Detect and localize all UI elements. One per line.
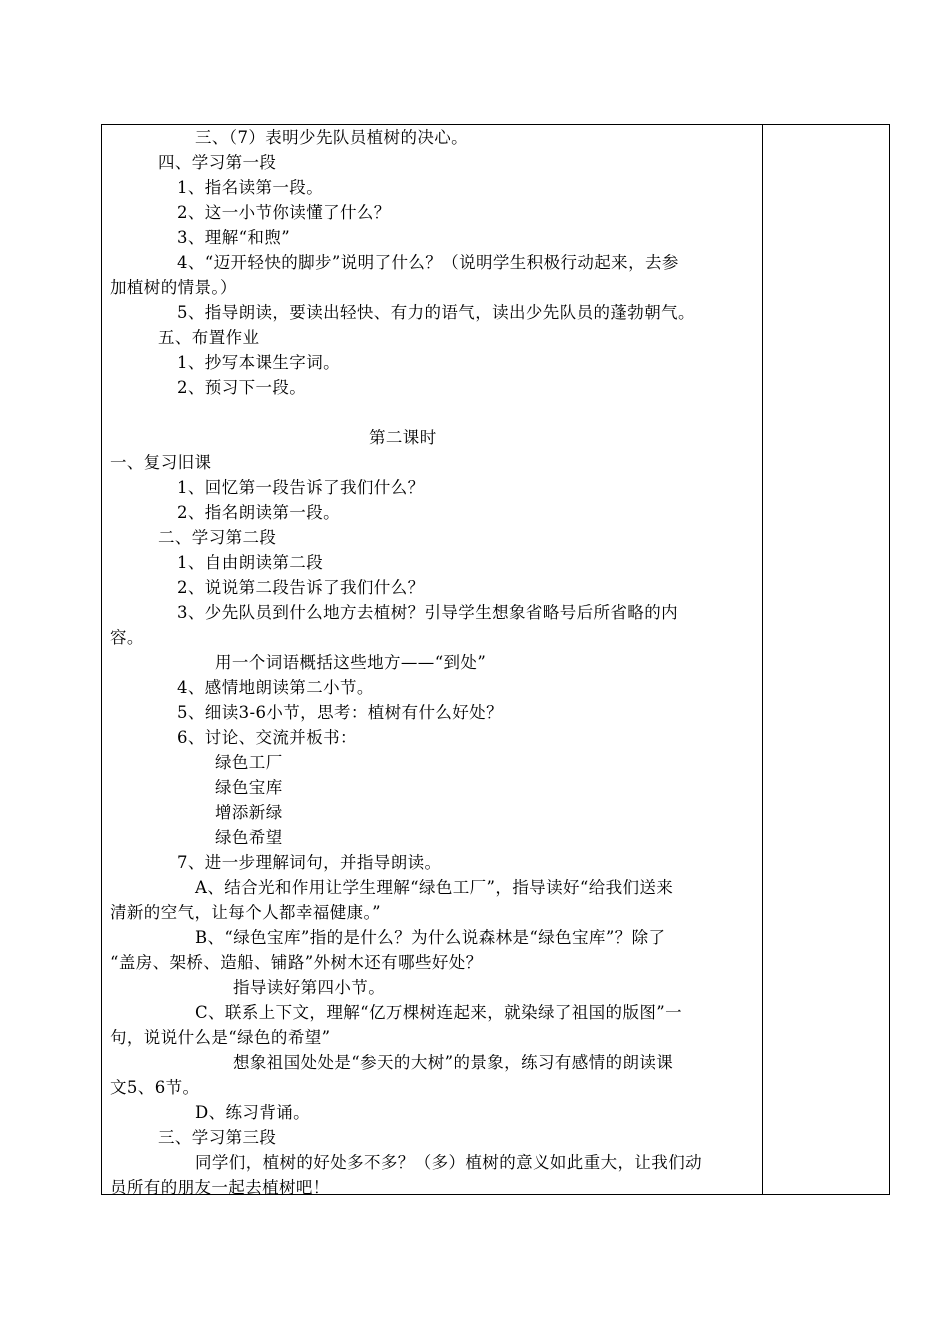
text-line: 三、（7）表明少先队员植树的决心。 xyxy=(195,128,469,147)
text-line: 清新的空气，让每个人都幸福健康。” xyxy=(110,903,381,922)
text-line: D、练习背诵。 xyxy=(195,1103,311,1122)
text-line: 三、学习第三段 xyxy=(158,1128,277,1147)
text-line: 4、“迈开轻快的脚步”说明了什么？（说明学生积极行动起来，去参 xyxy=(177,253,679,272)
text-line: 1、指名读第一段。 xyxy=(177,178,324,197)
board-item: 绿色希望 xyxy=(215,828,283,847)
text-line: 句，说说什么是“绿色的希望” xyxy=(110,1028,331,1047)
text-line: 文5、6节。 xyxy=(110,1078,200,1097)
text-line: 2、说说第二段告诉了我们什么？ xyxy=(177,578,425,597)
text-line: 1、回忆第一段告诉了我们什么？ xyxy=(177,478,425,497)
text-line: 5、细读3-6小节，思考：植树有什么好处？ xyxy=(177,703,503,722)
text-line: 五、布置作业 xyxy=(158,328,260,347)
text-line: 想象祖国处处是“参天的大树”的景象，练习有感情的朗读课 xyxy=(233,1053,674,1072)
section-title: 第二课时 xyxy=(369,428,437,447)
text-line: C、联系上下文，理解“亿万棵树连起来，就染绿了祖国的版图”一 xyxy=(195,1003,682,1022)
text-line: 7、进一步理解词句，并指导朗读。 xyxy=(177,853,442,872)
text-line: 四、学习第一段 xyxy=(158,153,277,172)
text-line: “盖房、架桥、造船、铺路”外树木还有哪些好处？ xyxy=(110,953,483,972)
text-line: 4、感情地朗读第二小节。 xyxy=(177,678,374,697)
text-line: 1、自由朗读第二段 xyxy=(177,553,324,572)
text-line: 3、少先队员到什么地方去植树？引导学生想象省略号后所省略的内 xyxy=(177,603,678,622)
text-line: 二、学习第二段 xyxy=(158,528,277,547)
text-line: 加植树的情景。） xyxy=(110,278,237,297)
text-line: B、“绿色宝库”指的是什么？为什么说森林是“绿色宝库”？除了 xyxy=(195,928,666,947)
text-line: 用一个词语概括这些地方——“到处” xyxy=(215,653,487,672)
table-column-divider xyxy=(762,124,763,1195)
board-item: 增添新绿 xyxy=(215,803,283,822)
text-line: 1、抄写本课生字词。 xyxy=(177,353,340,372)
text-line: 一、复习旧课 xyxy=(110,453,212,472)
text-line: 2、这一小节你读懂了什么？ xyxy=(177,203,391,222)
board-item: 绿色宝库 xyxy=(215,778,283,797)
text-line: 2、指名朗读第一段。 xyxy=(177,503,340,522)
text-line: 6、讨论、交流并板书： xyxy=(177,728,357,747)
text-line: 同学们，植树的好处多不多？（多）植树的意义如此重大，让我们动 xyxy=(195,1153,702,1172)
board-item: 绿色工厂 xyxy=(215,753,283,772)
text-line: 3、理解“和煦” xyxy=(177,228,291,247)
text-line: 2、预习下一段。 xyxy=(177,378,307,397)
text-line: 5、指导朗读，要读出轻快、有力的语气，读出少先队员的蓬勃朝气。 xyxy=(177,303,695,322)
text-line: 容。 xyxy=(110,628,144,647)
text-line: A、结合光和作用让学生理解“绿色工厂”，指导读好“给我们送来 xyxy=(195,878,674,897)
text-line: 指导读好第四小节。 xyxy=(233,978,386,997)
text-line: 员所有的朋友一起去植树吧！ xyxy=(110,1178,330,1197)
